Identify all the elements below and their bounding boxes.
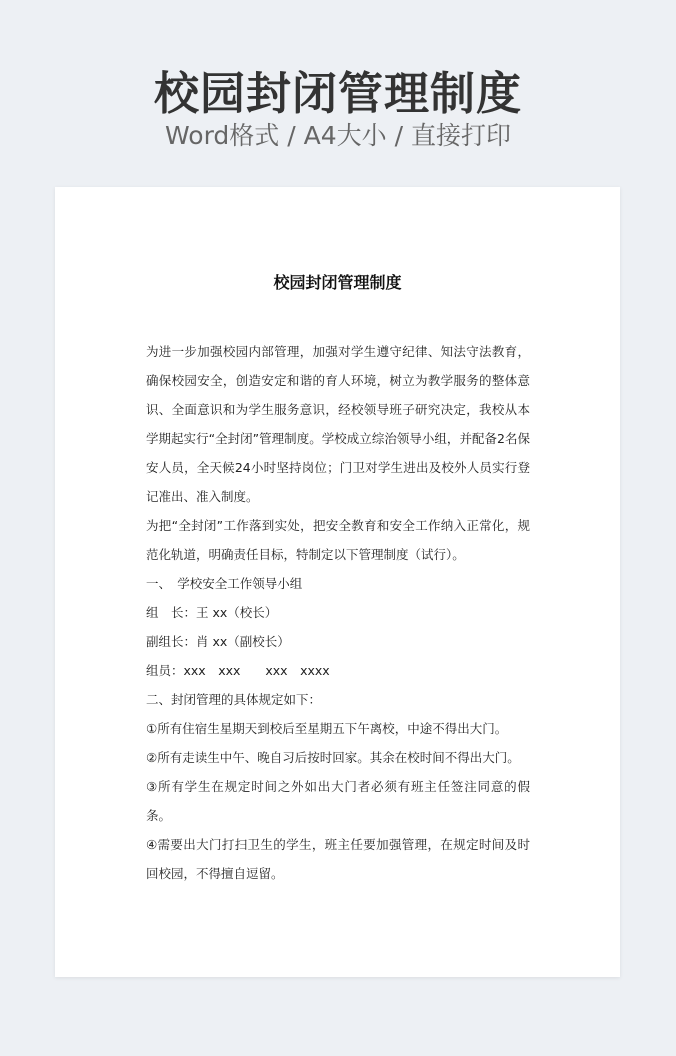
paragraph-intro: 为进一步加强校园内部管理，加强对学生遵守纪律、知法守法教育，确保校园安全，创造安定和谐的育人环境，树立为教学服务的整体意识、全面意识和为学生服务意识，经校领导班子研究决定，我校从本学期起实行“全封闭”管理制度。学校成立综治领导小组，并配备2名保安人员，全天候24小时坚持岗位；门卫对学生进出及校外人员实行登记准出、准入制度。 <box>146 344 530 504</box>
banner-subtitle: Word格式 / A4大小 / 直接打印 <box>165 121 511 150</box>
section-heading-rules: 二、封闭管理的具体规定如下： <box>146 692 322 707</box>
deputy-leader-line: 副组长：肖 xx（副校长） <box>146 634 290 649</box>
members-line: 组员：xxx xxx xxx xxxx <box>146 663 330 678</box>
document-title: 校园封闭管理制度 <box>273 273 402 292</box>
rule-item-1: ①所有住宿生星期天到校后至星期五下午离校，中途不得出大门。 <box>146 721 508 736</box>
leader-line: 组 长：王 xx（校长） <box>146 605 278 620</box>
banner-title: 校园封闭管理制度 <box>153 67 522 120</box>
document-page <box>55 187 620 977</box>
section-heading-leadership: 一、 学校安全工作领导小组 <box>146 576 303 591</box>
paragraph-purpose: 为把“全封闭”工作落到实处，把安全教育和安全工作纳入正常化，规范化轨道，明确责任目标，特制定以下管理制度（试行）。 <box>146 518 530 562</box>
rule-item-2: ②所有走读生中午、晚自习后按时回家。其余在校时间不得出大门。 <box>146 750 520 765</box>
rule-item-3: ③所有学生在规定时间之外如出大门者必须有班主任签注同意的假条。 <box>146 779 530 823</box>
rule-item-4: ④需要出大门打扫卫生的学生，班主任要加强管理，在规定时间及时回校园，不得擅自逗留。 <box>146 837 530 881</box>
document-body <box>146 337 530 888</box>
